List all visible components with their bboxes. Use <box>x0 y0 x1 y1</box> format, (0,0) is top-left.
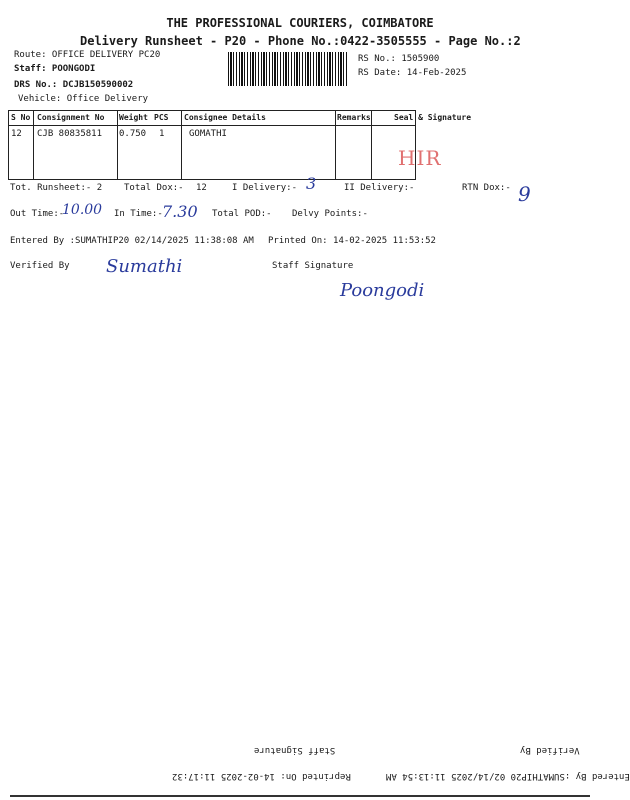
reverse-verified-by: Verified By <box>520 745 580 755</box>
i-delivery-label: I Delivery:- <box>232 183 298 193</box>
header-consignment-no: Consignment No <box>37 113 105 122</box>
route-label: Route: OFFICE DELIVERY PC20 <box>14 50 161 60</box>
cell-consignee: GOMATHI <box>189 129 227 139</box>
header-weight: Weight <box>119 113 148 122</box>
drs-number: DRS No.: DCJB150590002 <box>14 80 134 90</box>
reverse-reprinted-on: Reprinted On: 14-02-2025 11:17:32 <box>172 771 351 781</box>
entered-by: Entered By :SUMATHIP20 02/14/2025 11:38:08 AM <box>10 236 254 246</box>
header-seal-signature: Seal & Signature <box>394 113 472 122</box>
cell-weight: 0.750 <box>119 129 147 139</box>
barcode-image <box>228 52 348 86</box>
rs-number: RS No.: 1505900 <box>358 54 440 64</box>
total-dox-label: Total Dox:- <box>124 183 184 193</box>
tot-runsheet: Tot. Runsheet:- 2 <box>10 183 103 193</box>
ii-delivery-label: II Delivery:- <box>344 183 415 193</box>
rtn-dox-value: 9 <box>518 182 531 206</box>
total-pod-label: Total POD:- <box>212 209 272 219</box>
staff-label: Staff: POONGODI <box>14 64 96 74</box>
staff-signature-label: Staff Signature <box>272 261 354 271</box>
verified-signature: Sumathi <box>106 256 183 277</box>
header-consignee-details: Consignee Details <box>184 113 266 122</box>
header-pcs: PCS <box>154 113 169 122</box>
company-name: THE PROFESSIONAL COURIERS, COIMBATORE <box>166 16 434 30</box>
i-delivery-value: 3 <box>306 174 317 193</box>
delvy-points-label: Delvy Points:- <box>292 209 368 219</box>
rs-date: RS Date: 14-Feb-2025 <box>358 68 467 78</box>
cell-sno: 12 <box>11 129 22 139</box>
cell-consignment-no: CJB 80835811 <box>37 129 103 139</box>
reverse-staff-signature: Staff Signature <box>254 745 336 755</box>
in-time-label: In Time:- <box>114 209 163 219</box>
header-sno: S No <box>11 113 31 122</box>
rtn-dox-label: RTN Dox:- <box>462 183 511 193</box>
seal-mark: HIR <box>398 146 442 170</box>
in-time-value: 7.30 <box>162 202 198 221</box>
reverse-entered-by: Entered By :SUMATHIP20 02/14/2025 11:13:54 AM <box>386 771 630 781</box>
out-time-label: Out Time:- <box>10 209 65 219</box>
cell-pcs: 1 <box>159 129 165 139</box>
printed-on: Printed On: 14-02-2025 11:53:52 <box>268 236 436 246</box>
runsheet-title: Delivery Runsheet - P20 - Phone No.:0422-3505555 - Page No.:2 <box>80 34 521 48</box>
page-edge-line <box>10 795 590 797</box>
staff-signature: Poongodi <box>340 280 425 301</box>
header-remarks: Remarks <box>337 113 371 122</box>
vehicle-label: Vehicle: Office Delivery <box>18 94 149 104</box>
total-dox-value: 12 <box>196 183 207 193</box>
verified-by-label: Verified By <box>10 261 70 271</box>
out-time-value: 10.00 <box>62 202 103 218</box>
